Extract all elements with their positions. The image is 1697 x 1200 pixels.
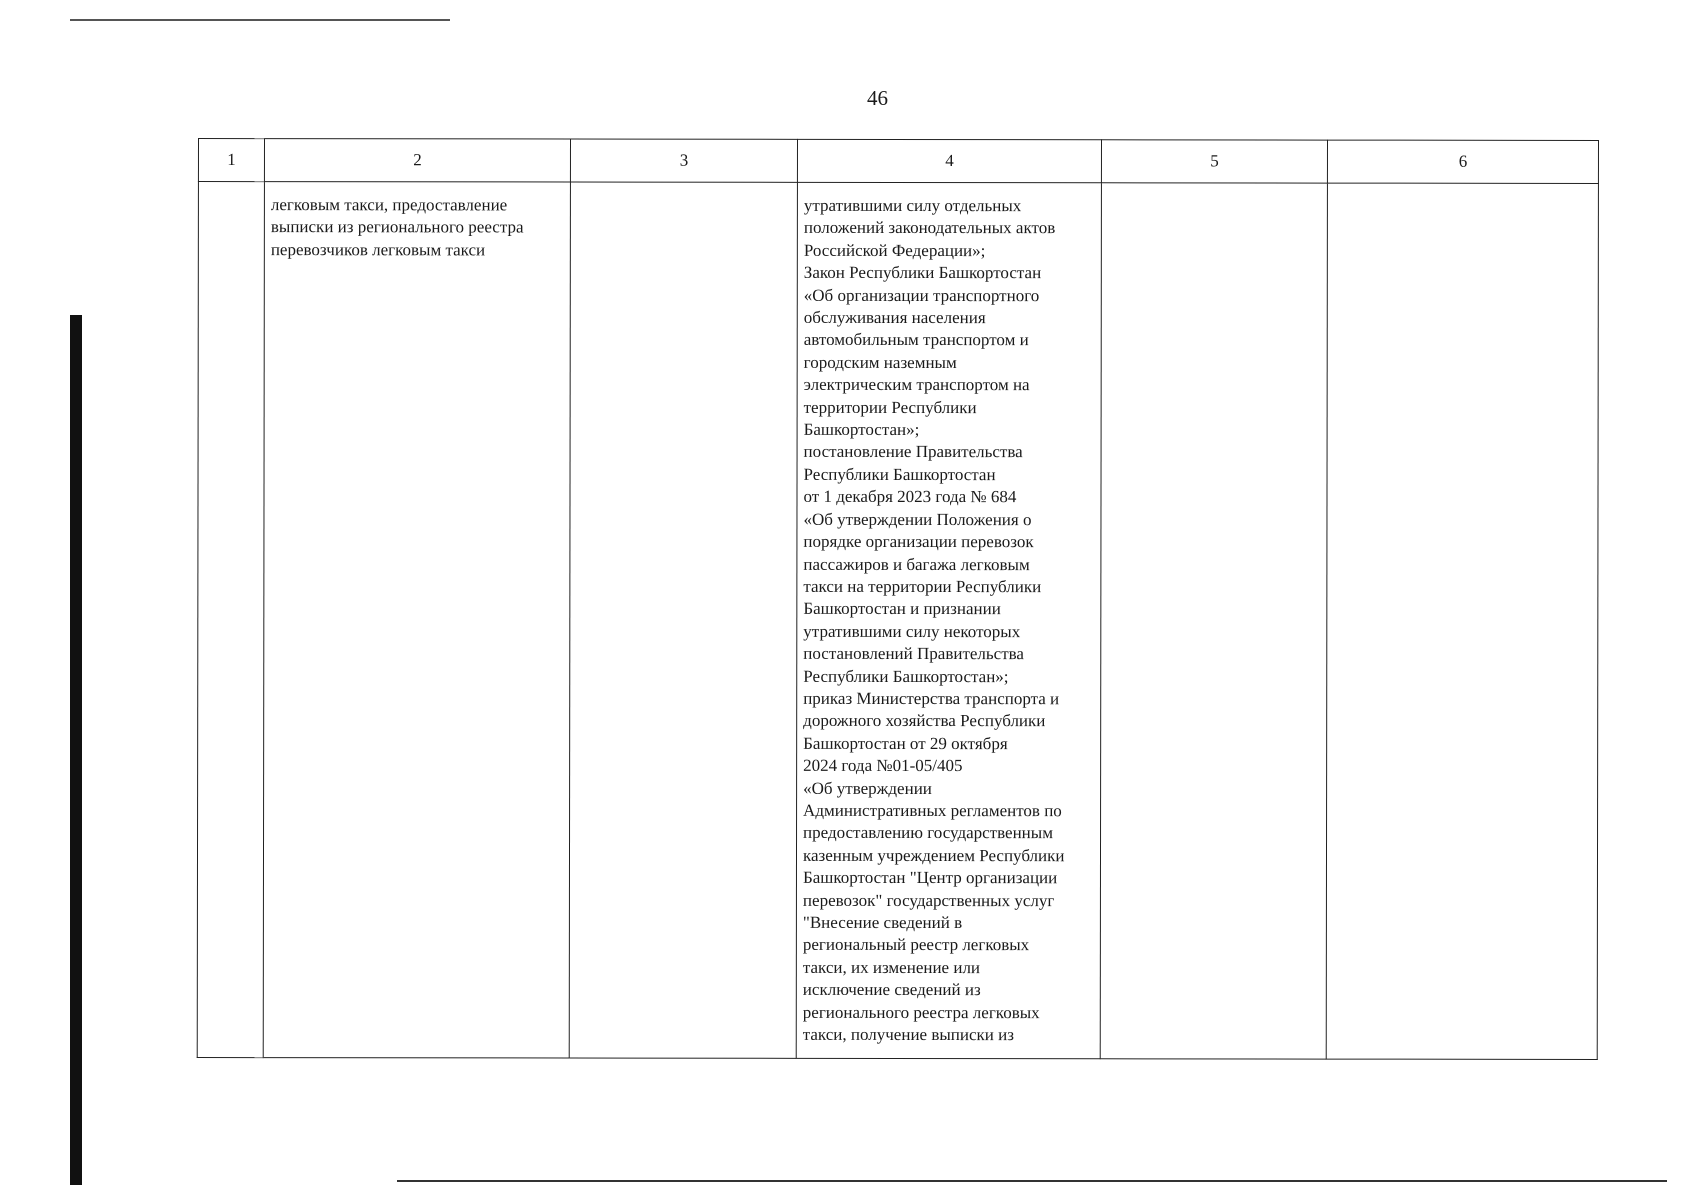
cell-text-line: порядке организации перевозок xyxy=(803,531,1034,552)
cell-col-2 xyxy=(263,182,570,1058)
cell-text-line: казенным учреждением Республики xyxy=(802,845,1065,865)
cell-text-line: предоставлению государственным xyxy=(803,823,1053,843)
cell-text-line: 2024 года №01-05/405 xyxy=(803,756,963,776)
header-col-6: 6 xyxy=(1327,140,1598,183)
cell-text-line: утратившими силу некоторых xyxy=(803,621,1021,641)
table-row xyxy=(197,182,1598,1060)
cell-text-line: «Об организации транспортного xyxy=(803,285,1040,305)
cell-text-line: легковым такси, предоставление xyxy=(270,195,508,215)
cell-text-line: приказ Министерства транспорта и xyxy=(803,688,1060,709)
cell-text-line: "Внесение сведений в xyxy=(802,912,963,933)
cell-text-line: положений законодательных актов xyxy=(803,218,1056,238)
cell-text-line: Башкортостан "Центр организации xyxy=(802,868,1058,888)
cell-text-line: Башкортостан и признании xyxy=(803,599,1001,619)
header-col-4: 4 xyxy=(797,139,1101,182)
cell-text-line: Административных регламентов по xyxy=(803,800,1062,821)
cell-text-line: перевозчиков легковым такси xyxy=(270,239,486,260)
header-col-2: 2 xyxy=(264,139,570,182)
cell-text-line: исключение сведений из xyxy=(802,980,981,1000)
document-table xyxy=(197,138,1599,1060)
header-col-5: 5 xyxy=(1101,140,1327,183)
cell-text-line: «Об утверждении xyxy=(803,778,932,798)
cell-text-line: регионального реестра легковых xyxy=(802,1002,1040,1022)
cell-text-line: обслуживания населения xyxy=(803,307,986,328)
cell-text-line: такси на территории Республики xyxy=(803,576,1042,597)
page-number: 46 xyxy=(867,86,888,110)
cell-col-4 xyxy=(796,182,1101,1058)
cell-col-5 xyxy=(1100,183,1327,1059)
cell-col-1 xyxy=(197,182,264,1058)
cell-text-line: выписки из регионального реестра xyxy=(270,217,524,237)
table-header-row xyxy=(198,139,1598,184)
cell-text-line: городским наземным xyxy=(803,352,957,372)
cell-col-3 xyxy=(569,182,797,1058)
cell-text-line: такси, получение выписки из xyxy=(802,1024,1014,1045)
cell-text-line: такси, их изменение или xyxy=(802,957,981,977)
cell-text-line: «Об утверждении Положения о xyxy=(803,509,1032,529)
cell-text-line: электрическим транспортом на xyxy=(803,375,1030,395)
cell-text-line: автомобильным транспортом и xyxy=(803,330,1029,350)
scan-artifact-top-line xyxy=(70,19,450,21)
cell-text-line: Российской Федерации»; xyxy=(803,240,986,260)
cell-col-6 xyxy=(1326,183,1598,1059)
cell-text-line: пассажиров и багажа легковым xyxy=(803,554,1030,574)
cell-text-line: Республики Башкортостан»; xyxy=(803,666,1009,686)
cell-text-line: постановление Правительства xyxy=(803,442,1023,462)
cell-text-line: перевозок" государственных услуг xyxy=(802,890,1055,910)
scan-artifact-left-bar xyxy=(70,315,82,1185)
cell-text-line: Закон Республики Башкортостан xyxy=(803,263,1042,283)
cell-text-line: территории Республики xyxy=(803,397,977,417)
scan-artifact-bottom-line xyxy=(397,1180,1667,1182)
header-col-3: 3 xyxy=(570,139,797,182)
cell-text-line: дорожного хозяйства Республики xyxy=(803,711,1046,731)
header-col-1: 1 xyxy=(198,139,264,182)
cell-text-line: постановлений Правительства xyxy=(803,643,1024,664)
cell-text-line: Башкортостан от 29 октября xyxy=(803,733,1008,753)
cell-text-line: Республики Башкортостан xyxy=(803,464,996,484)
cell-text-line: Башкортостан»; xyxy=(803,419,920,440)
cell-text-line: утратившими силу отдельных xyxy=(803,195,1022,216)
cell-text-line: региональный реестр легковых xyxy=(802,935,1030,955)
cell-text-line: от 1 декабря 2023 года № 684 xyxy=(803,487,1017,507)
